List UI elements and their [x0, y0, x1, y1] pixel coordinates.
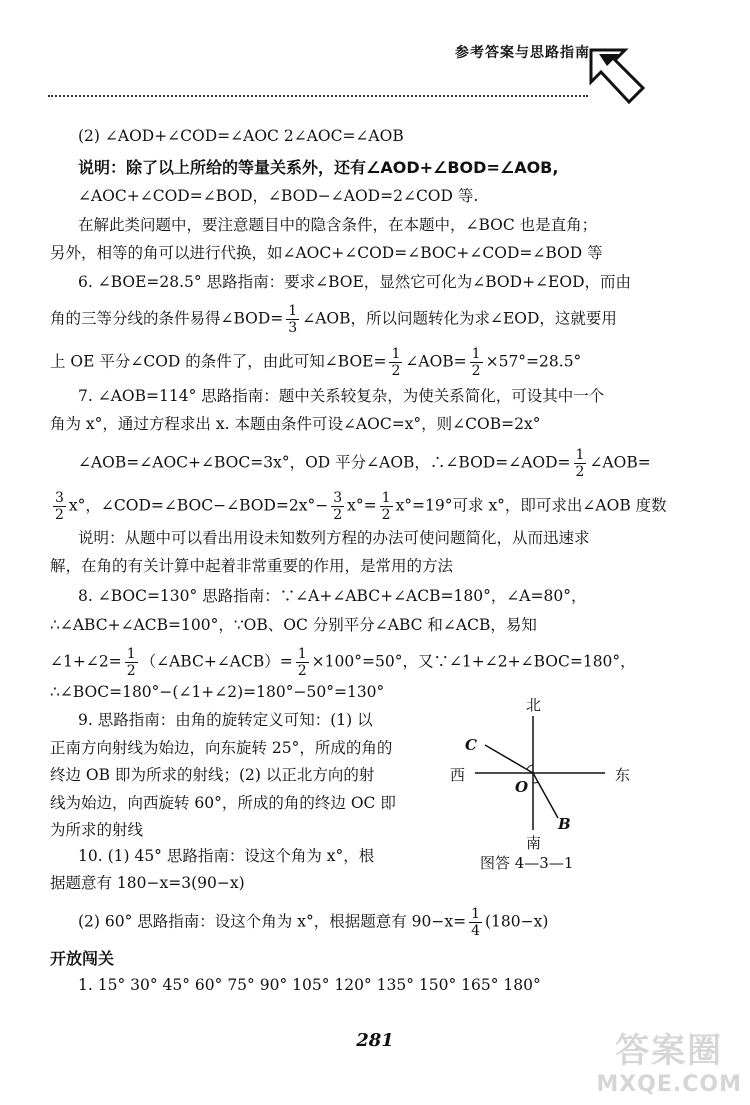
- fraction: [331, 490, 344, 523]
- text-segment: x°=: [347, 496, 377, 515]
- text-line: 9. 思路指南：由角的旋转定义可知：(1) 以: [78, 711, 373, 729]
- text-line: 角为 x°，通过方程求出 x. 本题由条件可设∠AOC=x°，则∠COB=2x°: [50, 415, 541, 433]
- text-line: 为所求的射线: [50, 821, 144, 839]
- label-east: 东: [615, 766, 631, 784]
- page-number: 281: [356, 1030, 394, 1051]
- fraction-numerator: 3: [333, 490, 343, 506]
- text-segment: (2) 60° 思路指南：设这个角为 x°，根据题意有 90−x=: [78, 912, 467, 931]
- header-rule: [48, 95, 588, 97]
- label-south: 南: [526, 834, 542, 852]
- fraction-numerator: 1: [575, 447, 585, 463]
- watermark-line: MXQE.COM: [596, 1072, 742, 1097]
- text-segment: ∠AOB=: [405, 352, 467, 371]
- fraction-denominator: 2: [333, 507, 343, 523]
- watermark-line: 答案圈: [615, 1031, 724, 1071]
- text-segment: x°=19°可求 x°，即可求出∠AOB 度数: [395, 496, 667, 515]
- header-title: 参考答案与思路指南: [455, 45, 590, 61]
- text-line: 终边 OB 即为所求的射线；(2) 以正北方向的射: [50, 766, 375, 784]
- label-west: 西: [450, 766, 466, 784]
- fraction: [574, 447, 587, 480]
- text-line: 另外，相等的角可以进行代换，如∠AOC+∠COD=∠BOC+∠COD=∠BOD 等: [50, 244, 603, 262]
- text-line: (2) ∠AOD+∠COD=∠AOC 2∠AOC=∠AOB: [78, 127, 404, 145]
- fraction: [389, 346, 402, 379]
- text-line: [78, 447, 651, 480]
- fraction-numerator: 3: [55, 490, 64, 506]
- fraction-numerator: 1: [288, 303, 298, 319]
- text-line: 据题意有 180−x=3(90−x): [50, 874, 245, 892]
- fraction-numerator: 1: [471, 346, 481, 362]
- label-north: 北: [526, 696, 542, 714]
- diagram-caption: 图答 4—3—1: [480, 854, 574, 872]
- fraction: [125, 646, 138, 679]
- fraction-denominator: 2: [391, 363, 401, 379]
- text-line: [50, 346, 581, 379]
- text-line: 7. ∠AOB=114° 思路指南：题中关系较复杂，为使关系简化，可设其中一个: [78, 387, 605, 405]
- text-segment: ∠AOB=∠AOC+∠BOC=3x°，OD 平分∠AOB，∴∠BOD=∠AOD=: [78, 453, 571, 472]
- watermark: [596, 1023, 742, 1097]
- note-line: 说明：除了以上所给的等量关系外，还有∠AOD+∠BOD=∠AOB,: [78, 158, 559, 177]
- fraction: [470, 346, 483, 379]
- fraction: [296, 646, 309, 679]
- text-segment: ∠AOB=: [589, 453, 651, 472]
- text-line: [50, 490, 667, 523]
- fraction-numerator: 1: [471, 906, 480, 922]
- label-o: O: [515, 778, 529, 796]
- text-segment: （∠ABC+∠ACB）=: [140, 652, 293, 671]
- text-line: 解，在角的有关计算中起着非常重要的作用，是常用的方法: [50, 557, 454, 575]
- fraction-denominator: 2: [55, 507, 64, 523]
- text-line: 8. ∠BOC=130° 思路指南：∵∠A+∠ABC+∠ACB=180°，∠A=80°，: [78, 587, 587, 605]
- text-line: 正南方向射线为始边，向东旋转 25°，所成的角的: [50, 739, 393, 757]
- text-line: ∠AOC+∠COD=∠BOD，∠BOD−∠AOD=2∠COD 等.: [78, 187, 479, 205]
- text-line: 10. (1) 45° 思路指南：设这个角为 x°，根: [78, 847, 375, 865]
- text-line: ∴∠ABC+∠ACB=100°，∵OB、OC 分别平分∠ABC 和∠ACB，易知: [50, 616, 537, 634]
- fraction-denominator: 2: [126, 663, 136, 679]
- fraction-numerator: 1: [391, 346, 401, 362]
- fraction-denominator: 4: [471, 923, 480, 939]
- fraction-denominator: 2: [575, 464, 585, 480]
- text-segment: ×100°=50°，又∵∠1+∠2+∠BOC=180°，: [311, 652, 636, 671]
- fraction-denominator: 2: [381, 507, 391, 523]
- text-segment: 上 OE 平分∠COD 的条件了，由此可知∠BOE=: [50, 352, 387, 371]
- text-segment: x°，∠COD=∠BOC−∠BOD=2x°−: [68, 496, 329, 515]
- text-segment: ×57°=28.5°: [485, 352, 582, 371]
- fraction-numerator: 1: [126, 646, 136, 662]
- text-segment: ∠AOB，所以问题转化为求∠EOD，这就要用: [302, 309, 617, 328]
- fraction: [380, 490, 393, 523]
- text-segment: 角的三等分线的条件易得∠BOD=: [50, 309, 284, 328]
- fraction-numerator: 1: [381, 490, 391, 506]
- fraction-denominator: 3: [288, 320, 298, 336]
- text-segment: ∠1+∠2=: [50, 652, 122, 671]
- text-line: 在解此类问题中，要注意题目中的隐含条件，在本题中，∠BOC 也是直角；: [78, 216, 598, 234]
- text-segment: (180−x): [485, 912, 549, 931]
- text-line: ∴∠BOC=180°−(∠1+∠2)=180°−50°=130°: [50, 683, 385, 701]
- page-header: [0, 0, 750, 110]
- ray-ob: [533, 773, 558, 818]
- fraction: [469, 906, 482, 939]
- fraction-numerator: 1: [297, 646, 307, 662]
- text-line: 6. ∠BOE=28.5° 思路指南：要求∠BOE，显然它可化为∠BOD+∠EOD，而由: [78, 273, 631, 291]
- answer-line: 1. 15° 30° 45° 60° 75° 90° 105° 120° 135° 150° 165° 180°: [78, 976, 541, 994]
- fraction-denominator: 2: [297, 663, 307, 679]
- text-line: [50, 303, 617, 336]
- text-line: [78, 906, 548, 939]
- text-line: 线为始边，向西旋转 60°，所成的角的终边 OC 即: [50, 794, 396, 812]
- label-c: C: [465, 736, 477, 754]
- compass-diagram: [440, 690, 660, 885]
- fraction: [286, 303, 299, 336]
- label-b: B: [558, 815, 571, 833]
- fraction: [53, 490, 66, 523]
- angle-arc: [527, 765, 533, 769]
- ray-oc: [485, 745, 533, 773]
- arrow-icon: [585, 40, 655, 110]
- text-line: 说明：从题中可以看出用设未知数列方程的办法可使问题简化，从而迅速求: [78, 529, 590, 547]
- text-line: [50, 646, 636, 679]
- fraction-denominator: 2: [471, 363, 481, 379]
- section-heading: 开放闯关: [50, 949, 115, 968]
